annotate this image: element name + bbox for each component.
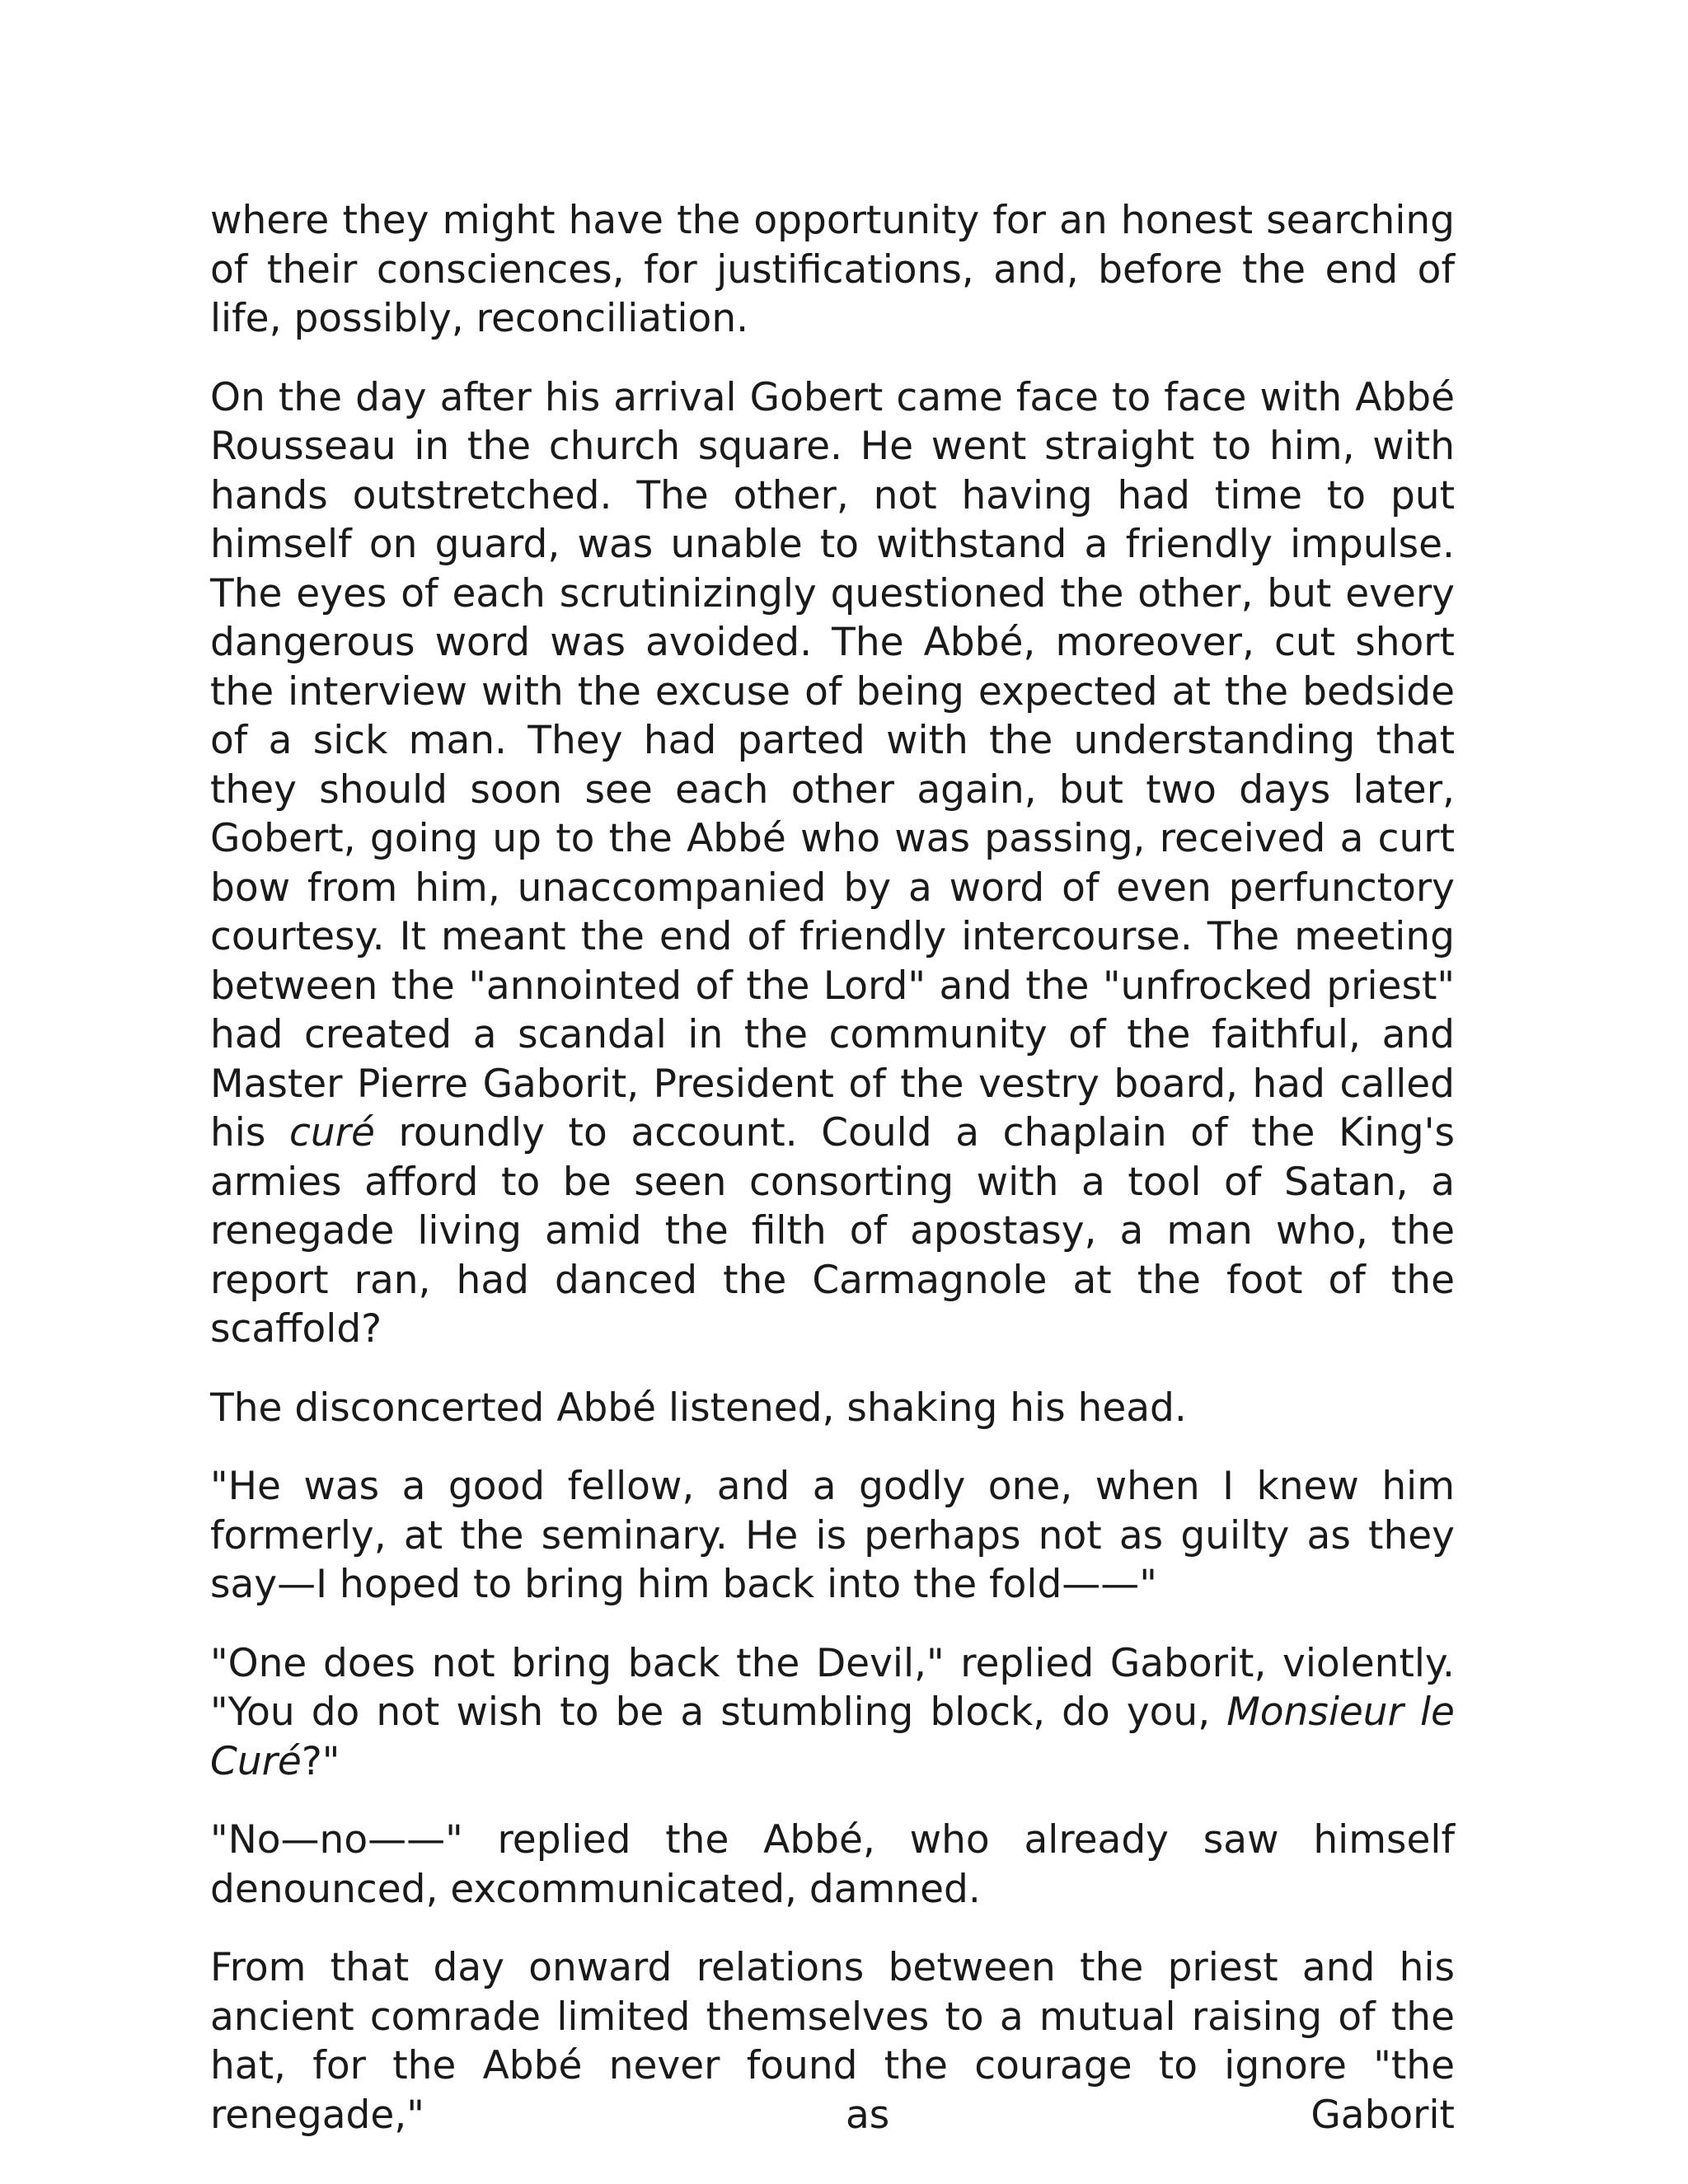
paragraph-4-text: "He was a good fellow, and a godly one, when I knew him formerly, at the seminary. He is perhaps not as guilty as they say—I hoped to bring him back into the fold——" xyxy=(210,1464,1455,1607)
paragraph-3 xyxy=(210,1384,1455,1433)
paragraph-5 xyxy=(210,1639,1455,1787)
paragraph-2-text-a: On the day after his arrival Gobert came face to face with Abbé Rousseau in the church square. He went straight to him, with hands outstretched. The other, not having had time to put himself on guard, was unable to withstand a friendly impulse. The eyes of each scrutinizingly questioned the other, but every dangerous word was avoided. The Abbé, moreover, cut short the interview with the excuse of being expected at the bedside of a sick man. They had parted with the understanding that they should soon see each other again, but two days later, Gobert, going up to the Abbé who was passing, received a curt bow from him, unaccompanied by a word of even perfunctory courtesy. It meant the end of friendly intercourse. The meeting between the "annointed of the Lord" and the "unfrocked priest" had created a scandal in the community of the faithful, and Master Pierre Gaborit, President of the vestry board, had called his xyxy=(210,374,1455,1155)
paragraph-5-text-a: "One does not bring back the Devil," replied Gaborit, violently. "You do not wish to be a stumbling block, do you, xyxy=(210,1640,1455,1735)
paragraph-7-text: From that day onward relations between the priest and his ancient comrade limited themselves to a mutual raising of the hat, for the Abbé never found the courage to ignore "the renegade," as Gaborit xyxy=(210,1945,1455,2138)
paragraph-1-text: where they might have the opportunity for an honest searching of their consciences, for justifications, and, before the end of life, possibly, reconciliation. xyxy=(210,198,1455,341)
paragraph-6 xyxy=(210,1816,1455,1914)
page-body xyxy=(210,196,1455,2169)
paragraph-2 xyxy=(210,373,1455,1354)
paragraph-6-text: "No—no——" replied the Abbé, who already saw himself denounced, excommunicated, damned. xyxy=(210,1817,1455,1912)
paragraph-7 xyxy=(210,1943,1455,2139)
paragraph-5-italic-monsieur: Monsieur le Curé xyxy=(210,1690,1455,1784)
paragraph-2-italic-cure: curé xyxy=(289,1110,375,1155)
paragraph-3-text: The disconcerted Abbé listened, shaking his head. xyxy=(210,1385,1187,1431)
paragraph-4 xyxy=(210,1462,1455,1610)
paragraph-2-text-b: roundly to account. Could a chaplain of the King's armies afford to be seen consorting with a tool of Satan, a renegade living amid the filth of apostasy, a man who, the report ran, had danced the Carmagnole at the foot of the scaffold? xyxy=(210,1110,1455,1352)
paragraph-5-text-b: ?" xyxy=(301,1738,340,1784)
paragraph-1 xyxy=(210,196,1455,344)
